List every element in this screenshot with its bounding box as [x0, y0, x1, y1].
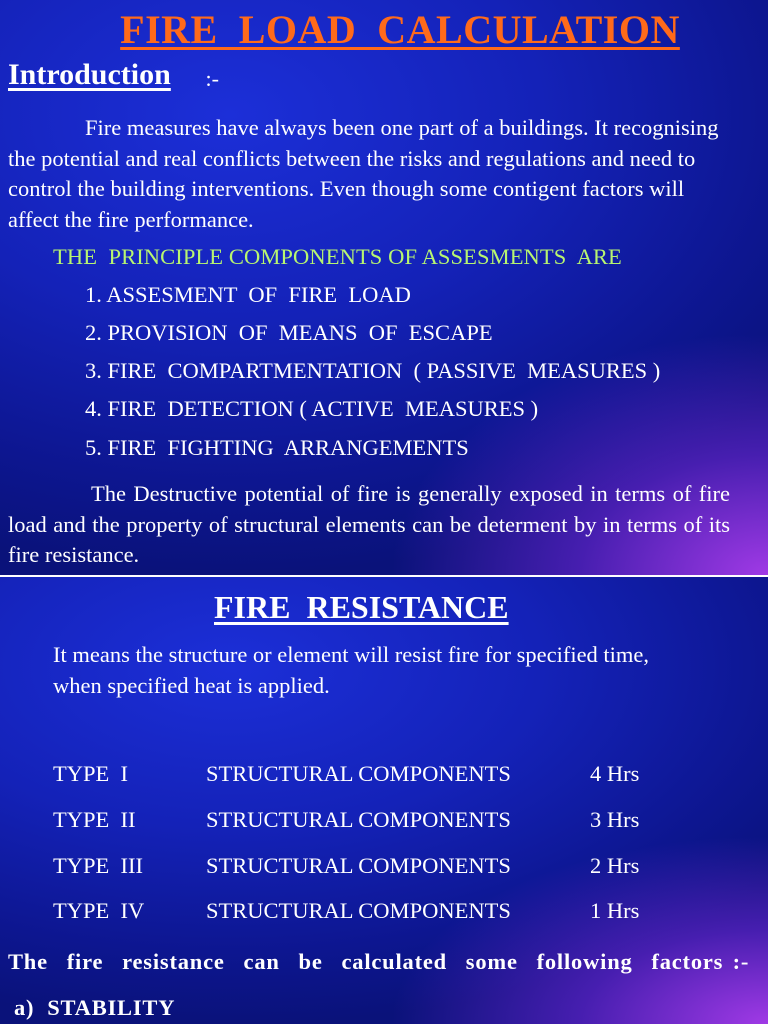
- type-label: TYPE III: [53, 853, 143, 878]
- slide-fire-resistance: [0, 577, 768, 1024]
- type-row: [53, 761, 753, 791]
- type-duration: 1 Hrs: [590, 898, 640, 923]
- factor-stability: a) STABILITY: [14, 995, 176, 1020]
- type-row: [53, 853, 753, 883]
- component-item: 2. PROVISION OF MEANS OF ESCAPE: [85, 320, 493, 345]
- type-label: TYPE IV: [53, 898, 145, 923]
- type-duration: 3 Hrs: [590, 807, 640, 832]
- principle-components-heading: THE PRINCIPLE COMPONENTS OF ASSESMENTS ARE: [53, 244, 622, 269]
- introduction-suffix: :-: [200, 66, 219, 91]
- type-component: STRUCTURAL COMPONENTS: [206, 898, 511, 923]
- component-item: 5. FIRE FIGHTING ARRANGEMENTS: [85, 435, 469, 460]
- type-label: TYPE I: [53, 761, 128, 786]
- component-item: 1. ASSESMENT OF FIRE LOAD: [85, 282, 411, 307]
- fire-resistance-description: It means the structure or element will resist fire for specified time, when specified heat is applied.: [53, 642, 650, 698]
- type-component: STRUCTURAL COMPONENTS: [206, 807, 511, 832]
- fire-resistance-heading: FIRE RESISTANCE: [214, 589, 509, 625]
- type-row: [53, 807, 753, 837]
- introduction-paragraph: Fire measures have always been one part of a buildings. It recognising the potential and real conflicts between the risks and regulations and need to control the building interventions. Even though some contigent factors will affect the fire performance.: [8, 115, 719, 232]
- type-label: TYPE II: [53, 807, 136, 832]
- type-duration: 2 Hrs: [590, 853, 640, 878]
- component-item: 3. FIRE COMPARTMENTATION ( PASSIVE MEASURES ): [85, 358, 661, 383]
- type-row: [53, 898, 753, 928]
- page-title: FIRE LOAD CALCULATION: [120, 7, 680, 52]
- type-component: STRUCTURAL COMPONENTS: [206, 853, 511, 878]
- type-duration: 4 Hrs: [590, 761, 640, 786]
- introduction-heading: Introduction: [8, 58, 171, 91]
- factors-line: The fire resistance can be calculated some following factors :-: [8, 949, 750, 974]
- component-item: 4. FIRE DETECTION ( ACTIVE MEASURES ): [85, 396, 539, 421]
- destructive-potential-paragraph: The Destructive potential of fire is generally exposed in terms of fire load and the property of structural elements can be determent by in terms of its fire resistance.: [8, 481, 730, 567]
- type-component: STRUCTURAL COMPONENTS: [206, 761, 511, 786]
